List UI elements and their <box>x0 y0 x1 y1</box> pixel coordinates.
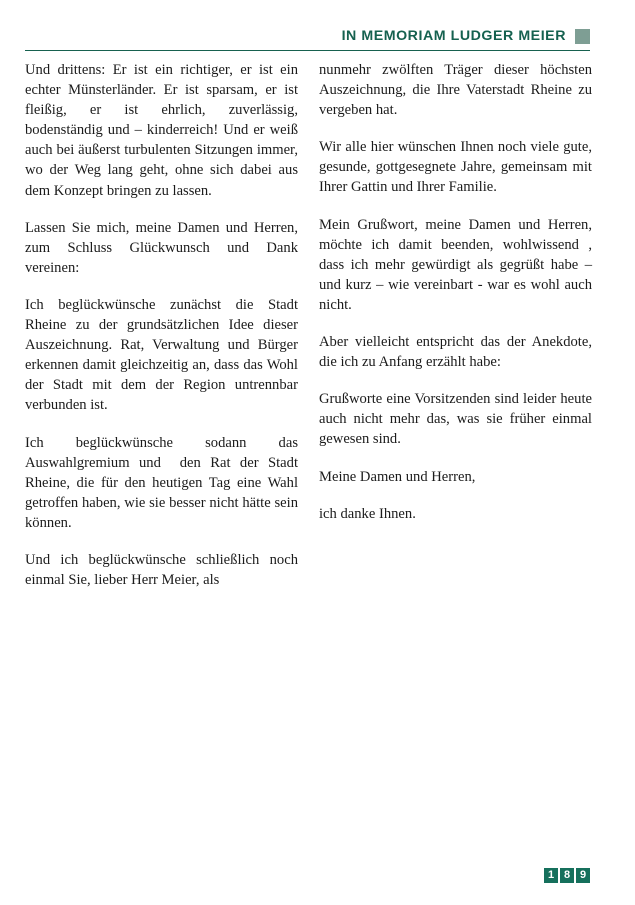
paragraph: Lassen Sie mich, meine Damen und Herren, zum Schluss Glückwunsch und Dank vereinen: <box>25 219 302 276</box>
header-decoration-square-icon <box>575 29 590 44</box>
paragraph: Meine Damen und Herren, <box>319 468 476 485</box>
page-number-digit: 1 <box>544 868 558 883</box>
page-number-digit: 9 <box>576 868 590 883</box>
paragraph: Mein Grußwort, meine Damen und Herren, möchte ich damit beenden, wohlwissend , dass ich mehr gewürdigt als gegrüßt habe – und kurz – wie vereinbart - war es wohl auch nicht. <box>319 216 596 313</box>
page-number-folio <box>544 868 590 883</box>
paragraph: Aber vielleicht entspricht das der Anekdote, die ich zu Anfang erzählt habe: <box>319 334 596 371</box>
paragraph: Und ich beglückwünsche schließlich noch einmal Sie, lieber Herr Meier, als <box>25 551 302 589</box>
running-head-title: IN MEMORIAM LUDGER MEIER <box>341 27 566 44</box>
left-column <box>25 60 302 607</box>
body-columns <box>25 60 596 607</box>
paragraph: Grußworte eine Vorsitzenden sind leider heute auch nicht mehr das, was sie früher einmal gewesen sind. <box>319 391 596 448</box>
paragraph: Ich beglückwünsche zunächst die Stadt Rheine zu der grundsätzlichen Idee dieser Auszeichnung. Rat, Verwaltung und Bürger erkennen damit gleichzeitig an, dass das Wohl der Stadt mit dem der Region untrennbar verbunden ist. <box>25 296 302 414</box>
paragraph: Wir alle hier wünschen Ihnen noch viele gute, gesunde, gottgesegnete Jahre, gemeinsam mit Ihrer Gattin und Ihrer Familie. <box>319 139 596 196</box>
paragraph: Und drittens: Er ist ein richtiger, er ist ein echter Münsterländer. Er ist sparsam, er ist fleißig, er ist ehrlich, zuverlässig, bodenständig und – kinderreich! Und er weiß auch bei äußerst turbulenten Sitzungen immer, wo der Weg lang geht, ohne sich dabei aus dem Konzept bringen zu lassen. <box>25 62 302 199</box>
running-head <box>25 27 590 45</box>
right-column <box>319 60 596 607</box>
paragraph: Ich beglückwünsche sodann das Auswahlgremium und den Rat der Stadt Rheine, die für den heutigen Tag eine Wahl getroffen haben, wie sie besser nicht hätte sein können. <box>25 434 302 531</box>
page-number-digit: 8 <box>560 868 574 883</box>
paragraph: ich danke Ihnen. <box>319 505 416 522</box>
header-rule-divider <box>25 50 590 51</box>
paragraph: nunmehr zwölften Träger dieser höchsten Auszeichnung, die Ihre Vaterstadt Rheine zu vergeben hat. <box>319 62 596 119</box>
